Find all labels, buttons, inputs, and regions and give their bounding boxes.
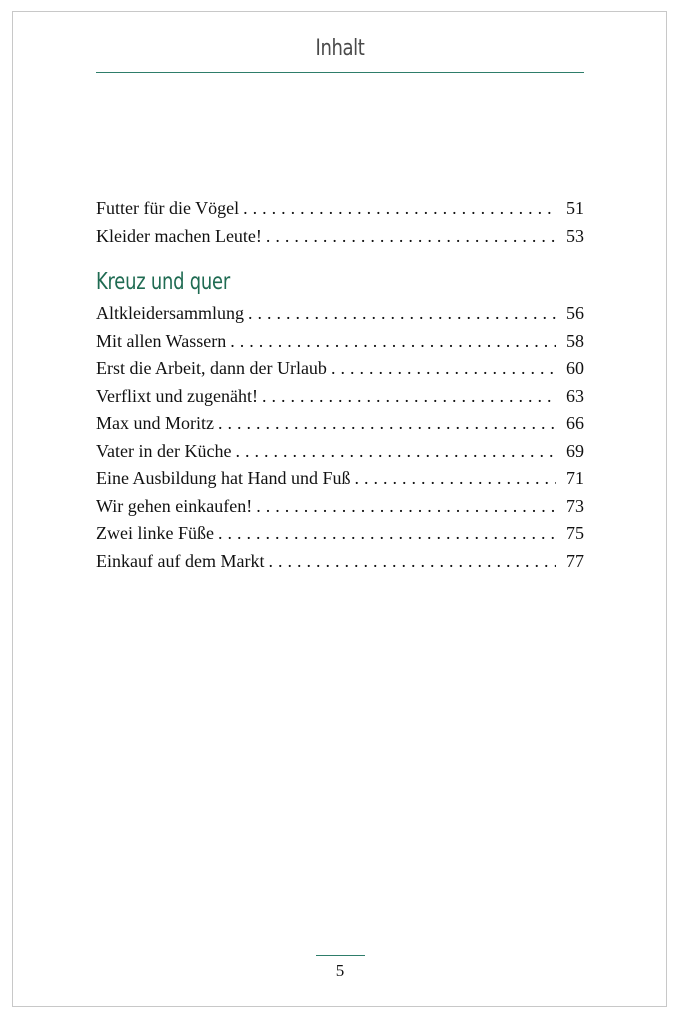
toc-entry[interactable] — [96, 520, 584, 548]
toc-entry[interactable] — [96, 383, 584, 411]
toc-entry-page: 66 — [566, 413, 584, 433]
toc-entry-title: Max und Moritz — [96, 413, 214, 433]
toc-entry-title: Kleider machen Leute! — [96, 225, 262, 246]
table-of-contents — [96, 195, 584, 575]
toc-entry[interactable] — [96, 195, 584, 223]
toc-leader-dots — [226, 328, 556, 356]
toc-leader-dots — [244, 300, 556, 328]
toc-entry-page: 73 — [566, 495, 584, 516]
toc-entry-page: 53 — [566, 225, 584, 246]
toc-entry[interactable] — [96, 548, 584, 576]
toc-entry[interactable] — [96, 328, 584, 356]
toc-leader-dots — [231, 438, 556, 466]
toc-entry-page: 60 — [566, 358, 584, 378]
toc-leader-dots — [214, 520, 556, 548]
toc-entry-title: Zwei linke Füße — [96, 523, 214, 543]
toc-entry-title: Einkauf auf dem Markt — [96, 550, 265, 571]
toc-entry[interactable] — [96, 223, 584, 251]
toc-entry[interactable] — [96, 438, 584, 466]
toc-entry-title: Verflixt und zugenäht! — [96, 385, 258, 406]
toc-entry-title: Mit allen Wassern — [96, 330, 227, 351]
toc-entry[interactable] — [96, 355, 584, 383]
toc-entry-title: Vater in der Küche — [96, 440, 232, 461]
toc-entry-page: 77 — [566, 550, 584, 571]
page-number: 5 — [335, 961, 345, 980]
toc-entry-page: 71 — [566, 468, 584, 488]
toc-leader-dots — [214, 410, 556, 438]
header-rule — [96, 72, 584, 73]
section-heading: Kreuz und quer — [96, 269, 231, 295]
toc-entry[interactable] — [96, 493, 584, 521]
page-title: Inhalt — [315, 36, 365, 61]
toc-entry-title: Erst die Arbeit, dann der Urlaub — [96, 358, 327, 378]
toc-entry-title: Eine Ausbildung hat Hand und Fuß — [96, 468, 351, 488]
toc-entry-page: 56 — [566, 303, 584, 323]
toc-entry-page: 58 — [566, 330, 584, 351]
toc-entry-title: Futter für die Vögel — [96, 198, 240, 218]
toc-leader-dots — [264, 548, 556, 576]
toc-entry[interactable] — [96, 410, 584, 438]
toc-leader-dots — [252, 493, 556, 521]
toc-leader-dots — [327, 355, 556, 383]
toc-entry-page: 69 — [566, 440, 584, 461]
toc-leader-dots — [351, 465, 557, 493]
toc-leader-dots — [258, 383, 556, 411]
toc-entry-title: Wir gehen einkaufen! — [96, 495, 253, 516]
toc-entry-title: Altkleidersammlung — [96, 303, 244, 323]
toc-entry-page: 51 — [566, 198, 584, 218]
toc-leader-dots — [262, 223, 556, 251]
toc-leader-dots — [239, 195, 556, 223]
toc-entry-page: 63 — [566, 385, 584, 406]
footer-rule — [316, 955, 365, 956]
toc-entry-page: 75 — [566, 523, 584, 543]
toc-entry[interactable] — [96, 300, 584, 328]
toc-entry[interactable] — [96, 465, 584, 493]
